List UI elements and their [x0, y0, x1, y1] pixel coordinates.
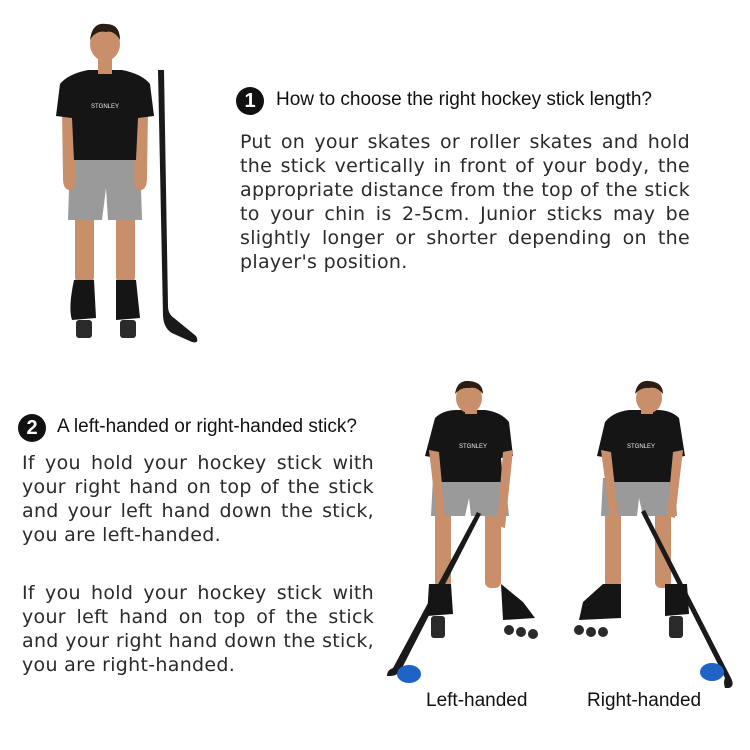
section-1-body: Put on your skates or roller skates and hold the stick vertically in front of your body, the appropriate distance from the top of the stick to your chin is 2-5cm. Junior sticks may be slightly longer or shorter depending on the player's position. [240, 131, 690, 273]
section-2-title: A left-handed or right-handed stick? [57, 416, 357, 437]
standing-player-illustration [50, 18, 210, 348]
puck-icon-right [700, 663, 724, 681]
step-1-badge: 1 [236, 87, 264, 115]
section-2-body-right-handed: If you hold your hockey stick with your left hand on top of the stick and your right hand down the stick, you are right-handed. [22, 582, 374, 676]
step-2-badge: 2 [18, 414, 46, 442]
right-handed-player-illustration [565, 378, 745, 698]
caption-right-handed: Right-handed [587, 690, 702, 711]
shirt-logo: STGNLEY [90, 104, 120, 110]
caption-left-handed: Left-handed [426, 690, 528, 711]
section-1-title: How to choose the right hockey stick length? [276, 89, 652, 110]
puck-icon-left [397, 665, 421, 683]
left-handed-player-illustration [385, 378, 555, 688]
shirt-logo-right: STGNLEY [626, 444, 656, 450]
section-2-body-left-handed: If you hold your hockey stick with your right hand on top of the stick and your left hand down the stick, you are left-handed. [22, 452, 374, 546]
shirt-logo-left: STGNLEY [458, 444, 488, 450]
